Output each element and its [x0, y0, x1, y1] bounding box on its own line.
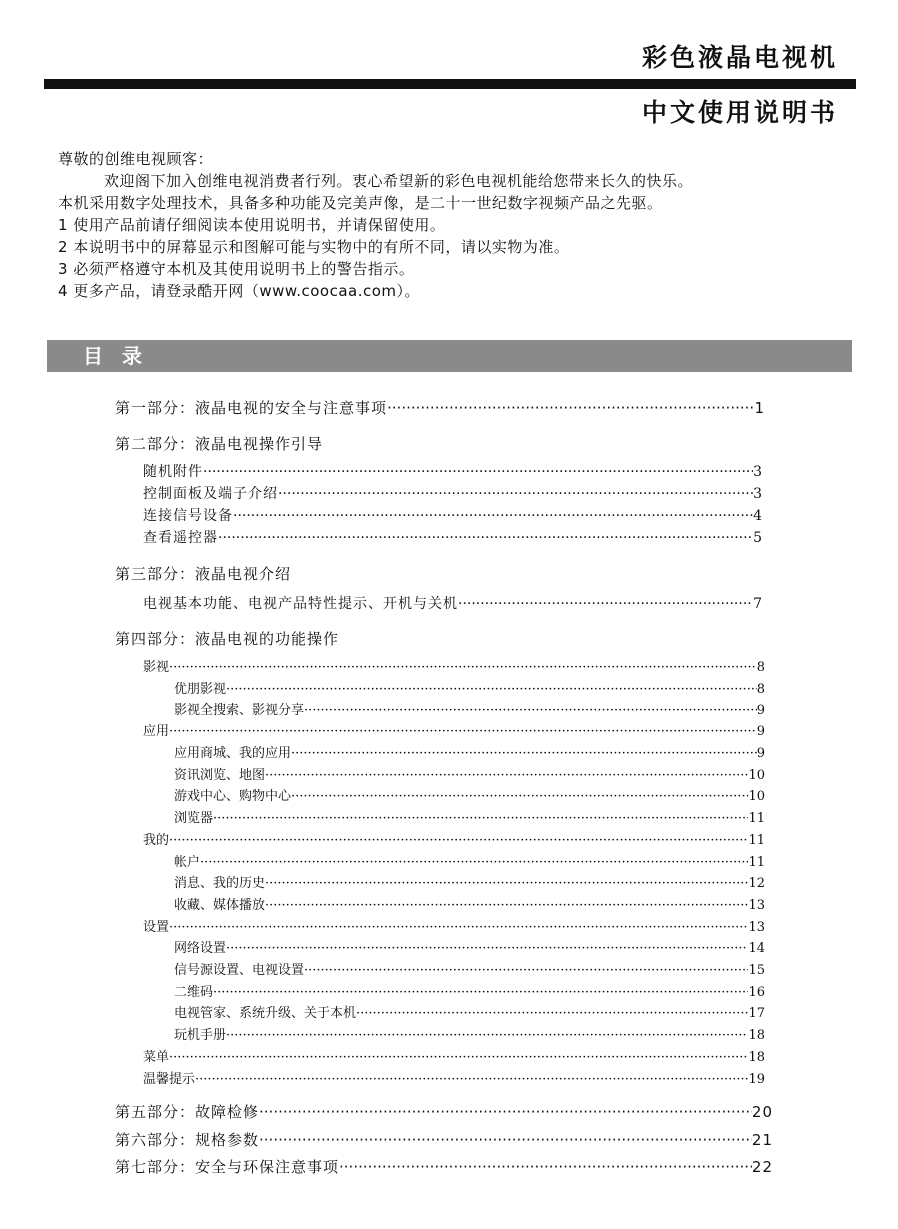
- document-subtitle: 中文使用说明书: [641, 98, 838, 127]
- toc-entry-page: 1: [754, 399, 765, 417]
- toc-entry-part6[interactable]: [115, 1129, 773, 1150]
- greeting: 尊敬的创维电视顾客：: [58, 150, 214, 168]
- toc-entry-page: 4: [753, 508, 763, 524]
- toc-entry-title: 第一部分：液晶电视的安全与注意事项: [115, 399, 388, 417]
- toc-part2-title: 第二部分：液晶电视操作引导: [115, 435, 324, 453]
- toc-entry[interactable]: [174, 1002, 765, 1021]
- toc-entry-page: 13: [748, 920, 765, 935]
- intro-section: [58, 148, 848, 302]
- toc-entry-title: 二维码: [174, 985, 214, 1000]
- toc-entry-page: 12: [748, 876, 765, 891]
- toc-entry-page: 13: [748, 898, 765, 913]
- leader-dots: [226, 1028, 748, 1043]
- toc-entry[interactable]: [143, 527, 763, 547]
- toc-entry-page: 3: [753, 464, 763, 480]
- toc-entry[interactable]: [143, 483, 763, 503]
- toc-entry-title: 电视基本功能、电视产品特性提示、开机与关机: [143, 596, 458, 612]
- toc-entry[interactable]: [174, 894, 765, 913]
- toc-entry[interactable]: [174, 959, 765, 978]
- toc-entry[interactable]: [143, 505, 763, 525]
- toc-entry[interactable]: [143, 829, 765, 848]
- leader-dots: [278, 486, 753, 502]
- toc-entry-page: 8: [756, 660, 765, 675]
- leader-dots: [226, 941, 748, 956]
- leader-dots: [169, 920, 748, 935]
- leader-dots: [265, 876, 748, 891]
- toc-entry-page: 8: [756, 682, 765, 697]
- toc-entry-title: 设置: [143, 920, 170, 935]
- leader-dots: [304, 703, 757, 718]
- toc-entry-title: 优朋影视: [174, 682, 227, 697]
- toc-entry-title: 网络设置: [174, 941, 227, 956]
- toc-entry[interactable]: [174, 937, 765, 956]
- leader-dots: [218, 530, 753, 546]
- toc-entry[interactable]: [174, 851, 765, 870]
- toc-entry-title: 菜单: [143, 1050, 170, 1065]
- intro-note: 4 更多产品，请登录酷开网（www.coocaa.com）。: [58, 282, 421, 300]
- toc-entry-page: 18: [748, 1050, 765, 1065]
- toc-entry[interactable]: [143, 461, 763, 481]
- toc-entry-page: 17: [748, 1006, 765, 1021]
- toc-entry-page: 22: [751, 1158, 773, 1176]
- toc-entry-page: 11: [748, 811, 765, 826]
- toc-entry[interactable]: [143, 720, 765, 739]
- toc-entry-title: 游戏中心、购物中心: [174, 789, 292, 804]
- leader-dots: [233, 508, 753, 524]
- toc-entry-title: 第七部分：安全与环保注意事项: [115, 1158, 340, 1176]
- toc-entry[interactable]: [143, 656, 765, 675]
- toc-entry-page: 3: [753, 486, 763, 502]
- leader-dots: [200, 855, 748, 870]
- intro-line: 欢迎阁下加入创维电视消费者行列。衷心希望新的彩色电视机能给您带来长久的快乐。: [104, 172, 694, 190]
- leader-dots: [265, 768, 748, 783]
- toc-entry-title: 电视管家、系统升级、关于本机: [174, 1006, 357, 1021]
- intro-note: 3 必须严格遵守本机及其使用说明书上的警告指示。: [58, 260, 415, 278]
- toc-entry[interactable]: [174, 764, 765, 783]
- leader-dots: [387, 399, 754, 417]
- leader-dots: [259, 1103, 752, 1121]
- header-rule: [44, 79, 856, 89]
- leader-dots: [291, 789, 748, 804]
- toc-entry-title: 我的: [143, 833, 170, 848]
- toc-entry-title: 影视全搜索、影视分享: [174, 703, 305, 718]
- intro-note: 1 使用产品前请仔细阅读本使用说明书，并请保留使用。: [58, 216, 446, 234]
- toc-entry[interactable]: [143, 1068, 765, 1087]
- toc-entry[interactable]: [143, 593, 763, 613]
- toc-entry[interactable]: [174, 807, 765, 826]
- toc-entry-title: 浏览器: [174, 811, 214, 826]
- toc-entry-title: 信号源设置、电视设置: [174, 963, 305, 978]
- toc-entry-title: 帐户: [174, 855, 201, 870]
- intro-line: 本机采用数字处理技术，具备多种功能及完美声像，是二十一世纪数字视频产品之先驱。: [58, 194, 663, 212]
- toc-entry-title: 第六部分：规格参数: [115, 1131, 260, 1149]
- toc-entry-page: 19: [748, 1072, 765, 1087]
- toc-entry-page: 14: [748, 941, 765, 956]
- toc-entry-page: 7: [753, 596, 763, 612]
- leader-dots: [339, 1158, 752, 1176]
- toc-entry[interactable]: [143, 1046, 765, 1065]
- document-title: 彩色液晶电视机: [641, 43, 838, 72]
- toc-entry-page: 10: [748, 768, 765, 783]
- leader-dots: [213, 811, 748, 826]
- toc-entry-title: 应用商城、我的应用: [174, 746, 292, 761]
- toc-entry-title: 应用: [143, 724, 170, 739]
- toc-entry[interactable]: [174, 872, 765, 891]
- leader-dots: [213, 985, 748, 1000]
- toc-entry-title: 影视: [143, 660, 170, 675]
- toc-entry[interactable]: [143, 916, 765, 935]
- toc-heading: 目 录: [83, 344, 148, 368]
- toc-entry-title: 查看遥控器: [143, 530, 218, 546]
- leader-dots: [291, 746, 757, 761]
- toc-entry-page: 9: [756, 746, 765, 761]
- leader-dots: [169, 833, 748, 848]
- toc-entry-page: 10: [748, 789, 765, 804]
- leader-dots: [226, 682, 757, 697]
- toc-entry-title: 随机附件: [143, 464, 203, 480]
- toc-entry-title: 连接信号设备: [143, 508, 233, 524]
- toc-entry[interactable]: [174, 785, 765, 804]
- leader-dots: [195, 1072, 748, 1087]
- toc-entry-title: 收藏、媒体播放: [174, 898, 266, 913]
- toc-entry[interactable]: [174, 742, 765, 761]
- leader-dots: [458, 596, 753, 612]
- toc-entry[interactable]: [174, 678, 765, 697]
- toc-entry-title: 温馨提示: [143, 1072, 196, 1087]
- toc-entry-part1[interactable]: [115, 397, 765, 418]
- leader-dots: [169, 1050, 748, 1065]
- toc-part4-title: 第四部分：液晶电视的功能操作: [115, 630, 340, 648]
- toc-entry-page: 20: [751, 1103, 773, 1121]
- toc-entry[interactable]: [174, 1024, 765, 1043]
- leader-dots: [169, 724, 757, 739]
- leader-dots: [265, 898, 748, 913]
- toc-entry-page: 11: [748, 833, 765, 848]
- toc-entry-part7[interactable]: [115, 1156, 773, 1177]
- toc-header-bar: [47, 340, 852, 372]
- toc-entry-page: 18: [748, 1028, 765, 1043]
- toc-entry-title: 玩机手册: [174, 1028, 227, 1043]
- toc-entry-title: 第五部分：故障检修: [115, 1103, 260, 1121]
- leader-dots: [169, 660, 757, 675]
- toc-entry-page: 9: [756, 703, 765, 718]
- toc-entry-title: 控制面板及端子介绍: [143, 486, 278, 502]
- toc-entry[interactable]: [174, 981, 765, 1000]
- toc-entry-page: 9: [756, 724, 765, 739]
- leader-dots: [304, 963, 748, 978]
- toc-entry-page: 15: [748, 963, 765, 978]
- toc-entry-title: 消息、我的历史: [174, 876, 266, 891]
- toc-entry[interactable]: [174, 699, 765, 718]
- toc-entry-part5[interactable]: [115, 1101, 773, 1122]
- leader-dots: [203, 464, 753, 480]
- intro-note: 2 本说明书中的屏幕显示和图解可能与实物中的有所不同，请以实物为准。: [58, 238, 570, 256]
- leader-dots: [259, 1131, 752, 1149]
- toc-entry-page: 11: [748, 855, 765, 870]
- toc-entry-page: 16: [748, 985, 765, 1000]
- leader-dots: [356, 1006, 748, 1021]
- toc-entry-title: 资讯浏览、地图: [174, 768, 266, 783]
- toc-part3-title: 第三部分：液晶电视介绍: [115, 565, 292, 583]
- toc-entry-page: 21: [751, 1131, 773, 1149]
- toc-entry-page: 5: [753, 530, 763, 546]
